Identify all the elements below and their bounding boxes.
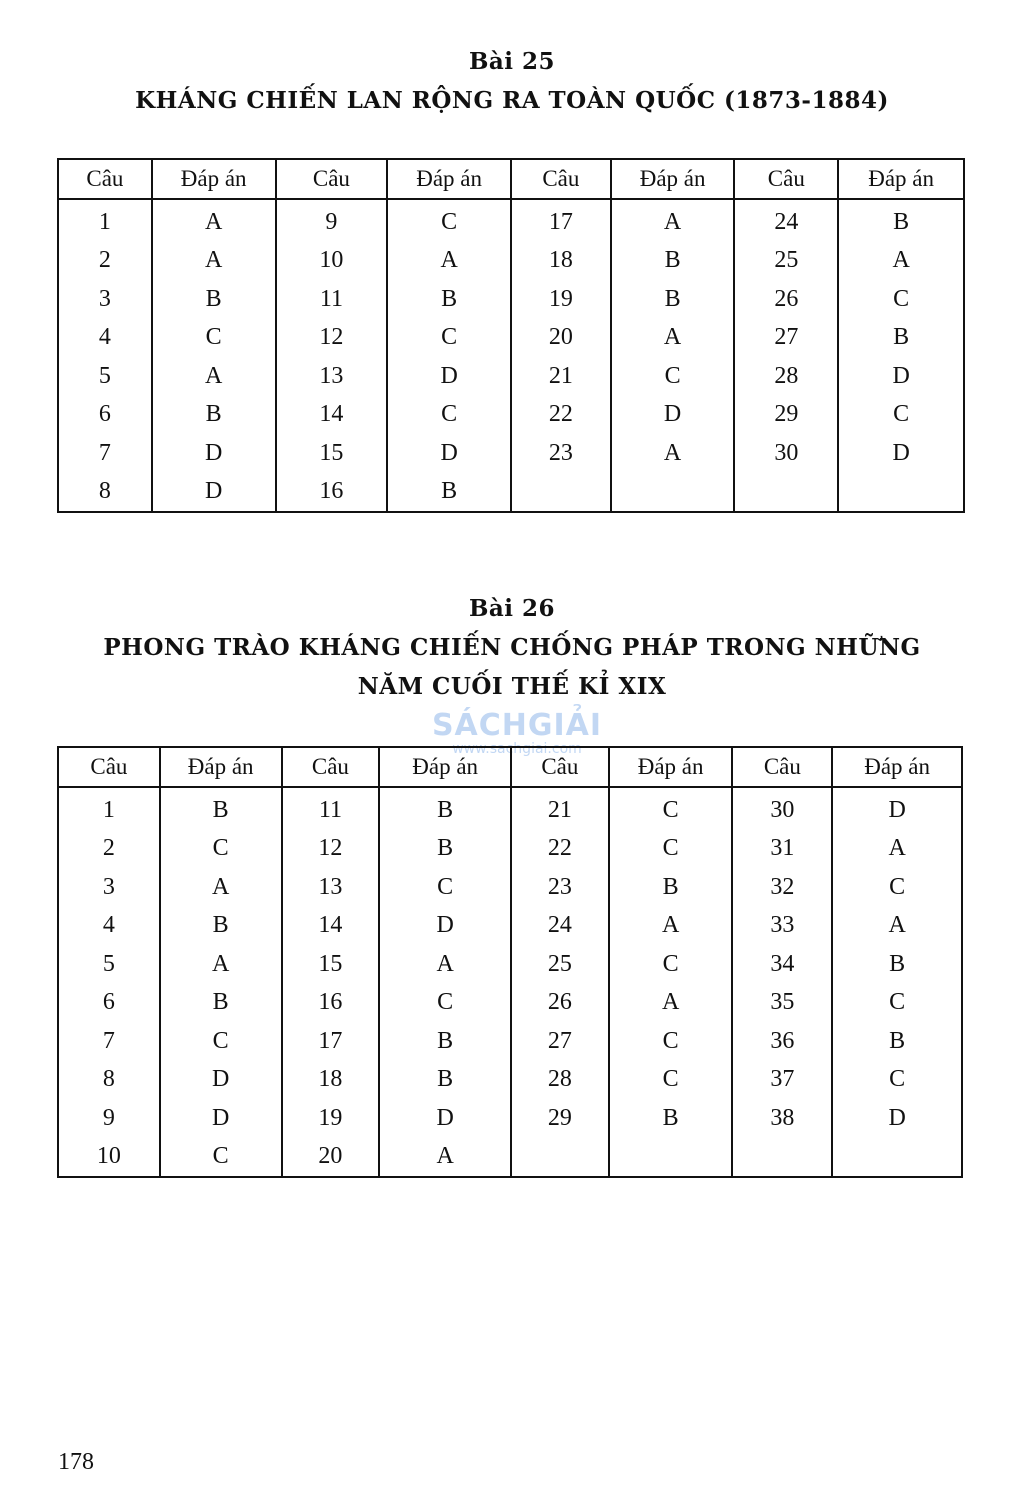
question-number-cell: 4 bbox=[58, 319, 152, 358]
column-header-answer: Đáp án bbox=[160, 747, 282, 787]
lesson-26-title-line2: NĂM CUỐI THẾ KỈ XIX bbox=[357, 673, 667, 700]
question-number-cell: 12 bbox=[282, 830, 380, 869]
question-number-cell: 8 bbox=[58, 1061, 160, 1100]
answer-cell: A bbox=[609, 907, 733, 946]
lesson-25-title: KHÁNG CHIẾN LAN RỘNG RA TOÀN QUỐC (1873-1884) bbox=[135, 87, 889, 114]
question-number-cell: 12 bbox=[276, 319, 388, 358]
answer-cell: D bbox=[838, 357, 964, 396]
column-header-answer: Đáp án bbox=[611, 159, 735, 199]
question-number-cell bbox=[734, 473, 838, 513]
answer-cell: B bbox=[160, 907, 282, 946]
answer-cell: D bbox=[379, 1099, 511, 1138]
answer-cell: D bbox=[387, 357, 511, 396]
question-number-cell: 24 bbox=[734, 199, 838, 242]
question-number-cell: 30 bbox=[732, 787, 832, 830]
answer-cell: D bbox=[160, 1099, 282, 1138]
question-number-cell: 23 bbox=[511, 868, 609, 907]
question-number-cell: 24 bbox=[511, 907, 609, 946]
lesson-26-title-line1: PHONG TRÀO KHÁNG CHIẾN CHỐNG PHÁP TRONG NHỮNG bbox=[103, 634, 921, 661]
question-number-cell: 29 bbox=[511, 1099, 609, 1138]
table-row bbox=[58, 434, 964, 473]
answer-cell: C bbox=[152, 319, 276, 358]
question-number-cell: 3 bbox=[58, 868, 160, 907]
question-number-cell: 9 bbox=[276, 199, 388, 242]
answer-cell: C bbox=[387, 396, 511, 435]
table-row bbox=[58, 199, 964, 242]
answer-cell: A bbox=[160, 868, 282, 907]
answer-cell: B bbox=[611, 280, 735, 319]
question-number-cell: 11 bbox=[276, 280, 388, 319]
answer-cell: C bbox=[838, 396, 964, 435]
answer-cell: B bbox=[832, 945, 962, 984]
question-number-cell: 29 bbox=[734, 396, 838, 435]
question-number-cell: 7 bbox=[58, 434, 152, 473]
question-number-cell: 34 bbox=[732, 945, 832, 984]
answer-cell: B bbox=[832, 1022, 962, 1061]
column-header-answer: Đáp án bbox=[152, 159, 276, 199]
answer-cell: A bbox=[838, 242, 964, 281]
table-row bbox=[58, 242, 964, 281]
question-number-cell: 35 bbox=[732, 984, 832, 1023]
question-number-cell: 17 bbox=[511, 199, 611, 242]
table-row bbox=[58, 396, 964, 435]
page-number: 178 bbox=[58, 1449, 94, 1475]
answer-cell: C bbox=[832, 984, 962, 1023]
answer-cell: A bbox=[160, 945, 282, 984]
answer-cell: B bbox=[379, 830, 511, 869]
question-number-cell: 18 bbox=[282, 1061, 380, 1100]
table-header-row bbox=[58, 159, 964, 199]
answer-cell: C bbox=[832, 1061, 962, 1100]
lesson-26-label: Bài 26 bbox=[468, 595, 556, 622]
question-number-cell: 22 bbox=[511, 830, 609, 869]
answer-cell bbox=[609, 1138, 733, 1178]
question-number-cell: 33 bbox=[732, 907, 832, 946]
answer-cell: C bbox=[379, 868, 511, 907]
question-number-cell: 19 bbox=[282, 1099, 380, 1138]
question-number-cell: 2 bbox=[58, 830, 160, 869]
answer-cell: C bbox=[609, 1061, 733, 1100]
column-header-question: Câu bbox=[511, 747, 609, 787]
answer-cell: B bbox=[379, 787, 511, 830]
question-number-cell: 26 bbox=[511, 984, 609, 1023]
question-number-cell: 13 bbox=[276, 357, 388, 396]
question-number-cell: 28 bbox=[511, 1061, 609, 1100]
question-number-cell: 13 bbox=[282, 868, 380, 907]
answer-cell: A bbox=[611, 319, 735, 358]
column-header-question: Câu bbox=[732, 747, 832, 787]
answer-cell: C bbox=[609, 945, 733, 984]
answer-cell: A bbox=[379, 1138, 511, 1178]
table-row bbox=[58, 1061, 962, 1100]
answer-cell: D bbox=[160, 1061, 282, 1100]
answer-cell: B bbox=[160, 787, 282, 830]
table-header-row bbox=[58, 747, 962, 787]
answer-cell: A bbox=[152, 357, 276, 396]
question-number-cell: 23 bbox=[511, 434, 611, 473]
answer-cell: A bbox=[832, 907, 962, 946]
answer-cell: D bbox=[611, 396, 735, 435]
answer-cell: D bbox=[387, 434, 511, 473]
answer-cell: A bbox=[379, 945, 511, 984]
question-number-cell: 32 bbox=[732, 868, 832, 907]
question-number-cell: 21 bbox=[511, 357, 611, 396]
table-row bbox=[58, 830, 962, 869]
question-number-cell: 17 bbox=[282, 1022, 380, 1061]
column-header-question: Câu bbox=[282, 747, 380, 787]
answer-cell: C bbox=[611, 357, 735, 396]
answer-cell: B bbox=[838, 199, 964, 242]
lesson-26-answer-table bbox=[57, 746, 963, 1178]
answer-cell: B bbox=[609, 1099, 733, 1138]
table-row bbox=[58, 1022, 962, 1061]
question-number-cell: 8 bbox=[58, 473, 152, 513]
question-number-cell: 9 bbox=[58, 1099, 160, 1138]
answer-cell: A bbox=[152, 242, 276, 281]
answer-cell: C bbox=[609, 787, 733, 830]
column-header-question: Câu bbox=[276, 159, 388, 199]
answer-cell: A bbox=[387, 242, 511, 281]
question-number-cell: 27 bbox=[734, 319, 838, 358]
table-row bbox=[58, 1099, 962, 1138]
answer-cell: D bbox=[152, 473, 276, 513]
question-number-cell: 22 bbox=[511, 396, 611, 435]
answer-cell: D bbox=[832, 1099, 962, 1138]
question-number-cell: 3 bbox=[58, 280, 152, 319]
answer-cell: C bbox=[838, 280, 964, 319]
answer-cell: A bbox=[832, 830, 962, 869]
answer-cell: D bbox=[379, 907, 511, 946]
question-number-cell: 25 bbox=[734, 242, 838, 281]
table-row bbox=[58, 868, 962, 907]
question-number-cell: 6 bbox=[58, 984, 160, 1023]
table-row bbox=[58, 280, 964, 319]
lesson-25-answer-table bbox=[57, 158, 965, 513]
table-row bbox=[58, 945, 962, 984]
question-number-cell: 15 bbox=[282, 945, 380, 984]
question-number-cell: 1 bbox=[58, 787, 160, 830]
answer-cell: B bbox=[387, 473, 511, 513]
answer-cell: D bbox=[152, 434, 276, 473]
question-number-cell: 16 bbox=[276, 473, 388, 513]
question-number-cell bbox=[511, 473, 611, 513]
answer-cell: C bbox=[160, 1138, 282, 1178]
table-row bbox=[58, 357, 964, 396]
question-number-cell: 1 bbox=[58, 199, 152, 242]
column-header-question: Câu bbox=[58, 747, 160, 787]
question-number-cell: 27 bbox=[511, 1022, 609, 1061]
question-number-cell: 15 bbox=[276, 434, 388, 473]
column-header-question: Câu bbox=[511, 159, 611, 199]
table-row bbox=[58, 787, 962, 830]
question-number-cell: 20 bbox=[282, 1138, 380, 1178]
question-number-cell: 18 bbox=[511, 242, 611, 281]
question-number-cell: 36 bbox=[732, 1022, 832, 1061]
answer-cell: C bbox=[160, 830, 282, 869]
column-header-question: Câu bbox=[734, 159, 838, 199]
answer-cell: B bbox=[611, 242, 735, 281]
answer-cell: B bbox=[379, 1022, 511, 1061]
answer-cell bbox=[832, 1138, 962, 1178]
answer-cell: A bbox=[609, 984, 733, 1023]
answer-cell: C bbox=[609, 1022, 733, 1061]
answer-cell: D bbox=[838, 434, 964, 473]
answer-cell: B bbox=[379, 1061, 511, 1100]
question-number-cell: 31 bbox=[732, 830, 832, 869]
question-number-cell: 16 bbox=[282, 984, 380, 1023]
answer-cell: D bbox=[832, 787, 962, 830]
question-number-cell: 21 bbox=[511, 787, 609, 830]
question-number-cell: 14 bbox=[282, 907, 380, 946]
answer-cell bbox=[611, 473, 735, 513]
answer-cell: B bbox=[160, 984, 282, 1023]
table-row bbox=[58, 907, 962, 946]
question-number-cell: 19 bbox=[511, 280, 611, 319]
table-row bbox=[58, 319, 964, 358]
question-number-cell: 38 bbox=[732, 1099, 832, 1138]
question-number-cell bbox=[732, 1138, 832, 1178]
answer-cell: A bbox=[152, 199, 276, 242]
question-number-cell: 7 bbox=[58, 1022, 160, 1061]
column-header-answer: Đáp án bbox=[379, 747, 511, 787]
watermark-url: www.sachgiai.com bbox=[452, 741, 582, 757]
question-number-cell: 28 bbox=[734, 357, 838, 396]
question-number-cell: 4 bbox=[58, 907, 160, 946]
question-number-cell: 2 bbox=[58, 242, 152, 281]
question-number-cell: 10 bbox=[58, 1138, 160, 1178]
answer-cell: C bbox=[387, 199, 511, 242]
column-header-answer: Đáp án bbox=[609, 747, 733, 787]
question-number-cell: 11 bbox=[282, 787, 380, 830]
answer-cell: C bbox=[160, 1022, 282, 1061]
column-header-answer: Đáp án bbox=[832, 747, 962, 787]
question-number-cell: 37 bbox=[732, 1061, 832, 1100]
question-number-cell bbox=[511, 1138, 609, 1178]
table-row bbox=[58, 984, 962, 1023]
answer-cell: B bbox=[152, 396, 276, 435]
answer-cell: C bbox=[379, 984, 511, 1023]
question-number-cell: 14 bbox=[276, 396, 388, 435]
question-number-cell: 26 bbox=[734, 280, 838, 319]
question-number-cell: 5 bbox=[58, 357, 152, 396]
lesson-25-label: Bài 25 bbox=[468, 48, 556, 75]
answer-cell: C bbox=[609, 830, 733, 869]
answer-cell: B bbox=[609, 868, 733, 907]
question-number-cell: 10 bbox=[276, 242, 388, 281]
table-row bbox=[58, 1138, 962, 1178]
column-header-question: Câu bbox=[58, 159, 152, 199]
question-number-cell: 6 bbox=[58, 396, 152, 435]
question-number-cell: 25 bbox=[511, 945, 609, 984]
column-header-answer: Đáp án bbox=[387, 159, 511, 199]
answer-cell: A bbox=[611, 199, 735, 242]
watermark-brand: SÁCHGIẢI bbox=[431, 708, 603, 743]
question-number-cell: 30 bbox=[734, 434, 838, 473]
question-number-cell: 5 bbox=[58, 945, 160, 984]
answer-cell: B bbox=[387, 280, 511, 319]
answer-cell: C bbox=[832, 868, 962, 907]
question-number-cell: 20 bbox=[511, 319, 611, 358]
answer-cell bbox=[838, 473, 964, 513]
answer-cell: B bbox=[838, 319, 964, 358]
answer-cell: C bbox=[387, 319, 511, 358]
answer-cell: B bbox=[152, 280, 276, 319]
table-row bbox=[58, 473, 964, 513]
answer-cell: A bbox=[611, 434, 735, 473]
column-header-answer: Đáp án bbox=[838, 159, 964, 199]
